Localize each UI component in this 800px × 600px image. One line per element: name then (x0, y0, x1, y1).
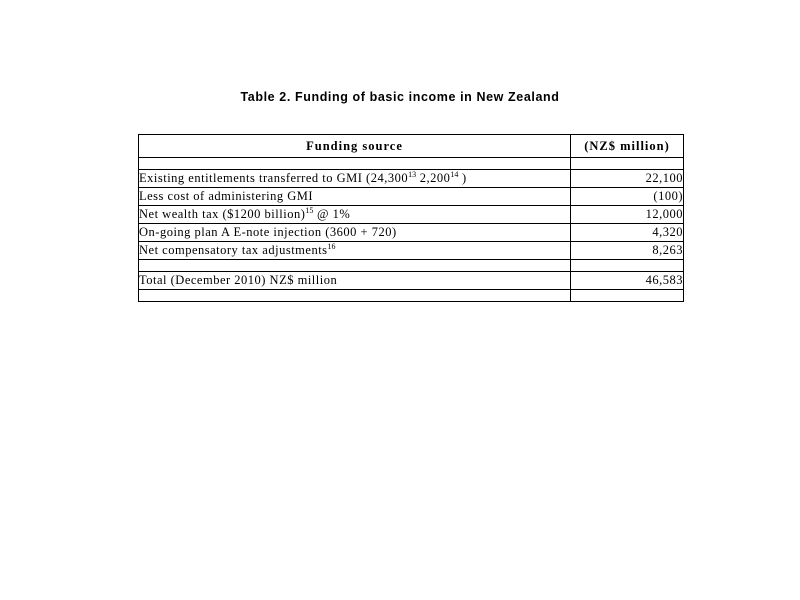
cell-value (571, 290, 684, 302)
table-row (139, 224, 684, 242)
cell-value: 4,320 (571, 224, 684, 242)
table-row (139, 242, 684, 260)
table-row (139, 158, 684, 170)
cell-label (139, 158, 571, 170)
table-row (139, 188, 684, 206)
funding-table (138, 134, 684, 302)
cell-label (139, 242, 571, 260)
cell-label (139, 170, 571, 188)
table-row (139, 290, 684, 302)
footnote-marker: 15 (305, 205, 314, 215)
table-row (139, 170, 684, 188)
table-row (139, 206, 684, 224)
cell-label-text: Existing entitlements transferred to GMI (24,300 (139, 171, 409, 185)
cell-value: 46,583 (571, 272, 684, 290)
table-row (139, 260, 684, 272)
footnote-marker: 14 (450, 169, 459, 179)
cell-value: 22,100 (571, 170, 684, 188)
column-header-amount: (NZ$ million) (571, 135, 684, 158)
cell-value: 8,263 (571, 242, 684, 260)
column-header-funding-source: Funding source (139, 135, 571, 158)
cell-label: Less cost of administering GMI (139, 188, 571, 206)
cell-label: On-going plan A E-note injection (3600 + 720) (139, 224, 571, 242)
cell-value (571, 260, 684, 272)
cell-label-text-mid: 2,200 (416, 171, 451, 185)
cell-label-text-post: @ 1% (313, 207, 351, 221)
cell-value (571, 158, 684, 170)
cell-label (139, 290, 571, 302)
cell-label: Total (December 2010) NZ$ million (139, 272, 571, 290)
cell-value: (100) (571, 188, 684, 206)
cell-label (139, 206, 571, 224)
cell-label (139, 260, 571, 272)
table-row-total (139, 272, 684, 290)
cell-label-text-post: ) (458, 171, 467, 185)
footnote-marker: 13 (408, 169, 417, 179)
cell-label-text: Net compensatory tax adjustments (139, 243, 328, 257)
table-header-row (139, 135, 684, 158)
footnote-marker: 16 (327, 241, 336, 251)
cell-label-text: Net wealth tax ($1200 billion) (139, 207, 306, 221)
funding-table-container (138, 134, 684, 302)
cell-value: 12,000 (571, 206, 684, 224)
table-title: Table 2. Funding of basic income in New Zealand (240, 90, 560, 104)
